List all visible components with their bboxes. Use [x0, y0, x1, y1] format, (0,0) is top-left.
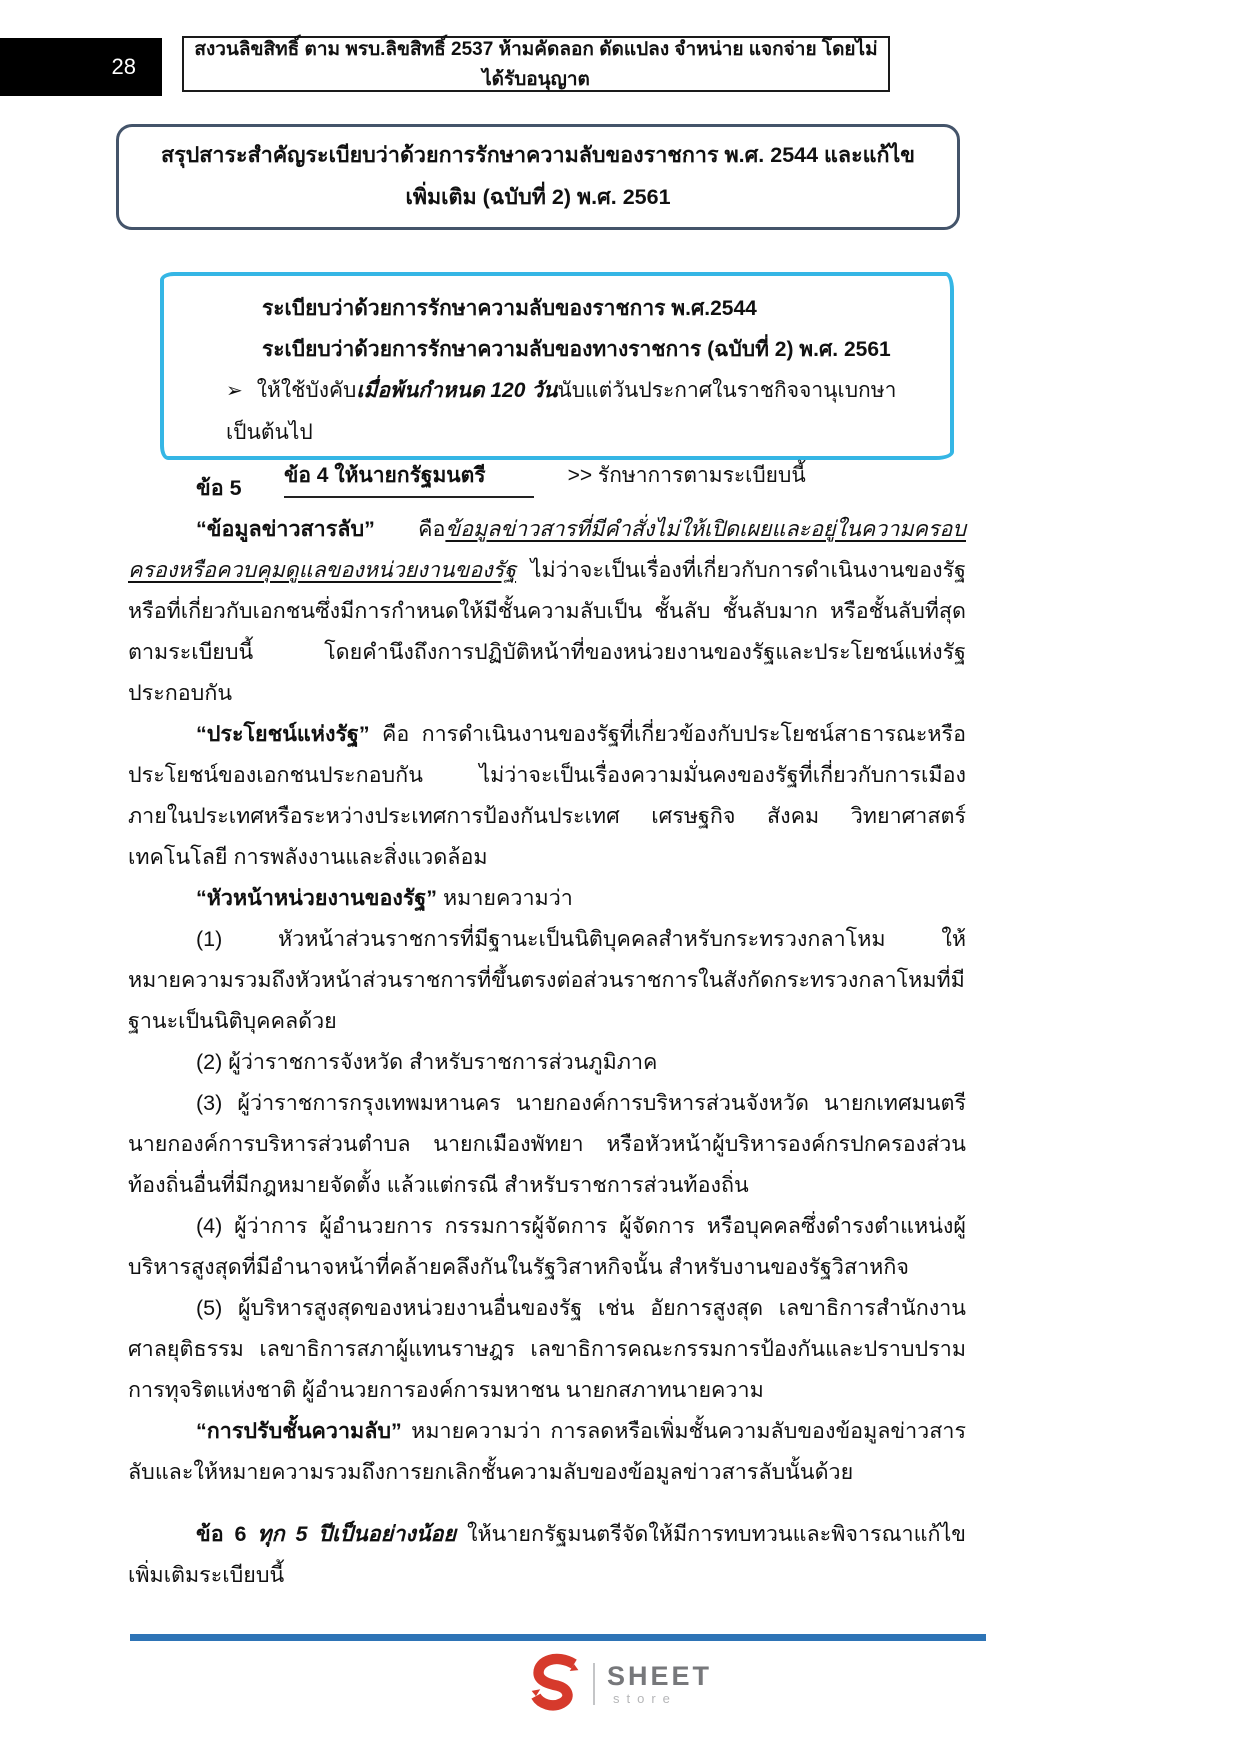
definition-head-of-state-agency — [128, 878, 966, 919]
clause-4-rest: >> รักษาการตามระเบียบนี้ — [567, 464, 806, 487]
p2-rest: คือ การดำเนินงานของรัฐที่เกี่ยวข้องกับประโยชน์สาธารณะหรือประโยชน์ของเอกชนประกอบกัน ไม่ว่าจะเป็นเรื่องความมั่นคงของรัฐที่เกี่ยวกับการเมืองภายในประเทศหรือระหว่างประเทศการป้องกันประเทศ เศรษฐกิจ สังคม วิทยาศาสตร์ เทคโนโลยี การพลังงานและสิ่งแวดล้อม — [128, 722, 966, 869]
p4-rest: หมายความว่า การลดหรือเพิ่มชั้นความลับของข้อมูลข่าวสารลับและให้หมายความรวมถึงการยกเลิกชั้นความลับของข้อมูลข่าวสารลับนั้นด้วย — [128, 1419, 966, 1484]
clause-6-paragraph — [128, 1514, 966, 1596]
logo-brand-text: SHEET — [606, 1661, 713, 1692]
list-item-2: (2) ผู้ว่าราชการจังหวัด สำหรับราชการส่วนภูมิภาค — [196, 1050, 658, 1074]
term-head-of-state-agency: “หัวหน้าหน่วยงานของรัฐ” — [196, 886, 438, 910]
arrowhead-bullet-icon: ➢ — [226, 380, 243, 402]
page-number-box — [0, 38, 162, 96]
copyright-text: สงวนลิขสิทธิ์ ตาม พรบ.ลิขสิทธิ์ 2537 ห้ามคัดลอก ดัดแปลง จำหน่าย แจกจ่าย โดยไม่ได้รับอนุญาต — [194, 39, 878, 90]
page-title: สรุปสาระสำคัญระเบียบว่าด้วยการรักษาความลับของราชการ พ.ศ. 2544 และแก้ไขเพิ่มเติม (ฉบับที่ 2) พ.ศ. 2561 — [160, 143, 916, 209]
list-item-1: (1) หัวหน้าส่วนราชการที่มีฐานะเป็นนิติบุคคลสำหรับกระทรวงกลาโหม ให้หมายความรวมถึงหัวหน้าส่วนราชการที่ขึ้นตรงต่อส่วนราชการในสังกัดกระทรวงกลาโหมที่มีฐานะเป็นนิติบุคคลด้วย — [128, 927, 966, 1033]
page-number: 28 — [111, 54, 136, 79]
bullet-text-emphasis: เมื่อพ้นกำหนด 120 วัน — [356, 379, 558, 402]
list-item-4: (4) ผู้ว่าการ ผู้อำนวยการ กรรมการผู้จัดการ ผู้จัดการ หรือบุคคลซึ่งดำรงตำแหน่งผู้บริหารสูงสุดที่มีอำนาจหน้าที่คล้ายคลึงกันในรัฐวิสาหกิจนั้น สำหรับงานของรัฐวิสาหกิจ — [128, 1214, 966, 1279]
effective-date-bullet — [226, 370, 932, 453]
logo-text — [607, 1662, 712, 1705]
clause-6-label: ข้อ 6 — [196, 1522, 247, 1546]
p1-underlined-definition: ข้อมูลข่าวสารที่มีคำสั่งไม่ให้เปิดเผยและอยู่ในความครอบครองหรือควบคุมดูแลของหน่วยงานของรัฐ — [128, 517, 966, 582]
highlight-callout-box — [160, 272, 954, 487]
clause-6-emphasis: ทุก 5 ปีเป็นอย่างน้อย — [246, 1522, 457, 1546]
title-box — [116, 124, 960, 230]
definition-classification-adjustment — [128, 1411, 966, 1493]
regulation-title-2561: ระเบียบว่าด้วยการรักษาความลับของทางราชการ (ฉบับที่ 2) พ.ศ. 2561 — [262, 338, 891, 361]
clause-5-heading: ข้อ 5 — [196, 476, 242, 500]
footer-logo — [0, 1652, 1241, 1716]
bullet-text-post: นับแต่วันประกาศในราชกิจจานุเบกษาเป็นต้นไป — [226, 379, 897, 444]
term-state-interest: “ประโยชน์แห่งรัฐ” — [196, 722, 370, 746]
clause-4-underlined: ข้อ 4 ให้นายกรัฐมนตรี — [284, 455, 534, 498]
logo-divider — [593, 1663, 595, 1705]
term-secret-information: “ข้อมูลข่าวสารลับ” — [196, 517, 375, 541]
p1-rest: ไม่ว่าจะเป็นเรื่องที่เกี่ยวกับการดำเนินงานของรัฐหรือที่เกี่ยวกับเอกชนซึ่งมีการกำหนดให้มีชั้นความลับเป็น ชั้นลับ ชั้นลับมาก หรือชั้นลับที่สุด ตามระเบียบนี้ โดยคำนึงถึงการปฏิบัติหน้าที่ของหน่วยงานของรัฐและประโยชน์แห่งรัฐประกอบกัน — [128, 558, 966, 705]
regulation-title-2544: ระเบียบว่าด้วยการรักษาความลับของราชการ พ.ศ.2544 — [262, 297, 757, 320]
logo-sub-text: store — [612, 1690, 677, 1706]
copyright-notice-box — [182, 36, 890, 92]
document-body — [128, 468, 966, 1596]
term-classification-adjustment: “การปรับชั้นความลับ” — [196, 1419, 402, 1443]
list-item-5: (5) ผู้บริหารสูงสุดของหน่วยงานอื่นของรัฐ เช่น อัยการสูงสุด เลขาธิการสำนักงานศาลยุติธรรม เลขาธิการสภาผู้แทนราษฎร เลขาธิการคณะกรรมการป้องกันและปราบปรามการทุจริตแห่งชาติ ผู้อำนวยการองค์การมหาชน นายกสภาทนายความ — [128, 1296, 966, 1402]
definition-secret-information — [128, 509, 966, 714]
bullet-text-pre: ให้ใช้บังคับ — [256, 379, 357, 402]
footer-divider-bar — [130, 1634, 986, 1641]
sheet-store-logo-icon — [529, 1652, 581, 1716]
p1-mid: คือ — [374, 517, 446, 541]
p3-rest: หมายความว่า — [437, 886, 573, 910]
list-item-3: (3) ผู้ว่าราชการกรุงเทพมหานคร นายกองค์การบริหารส่วนจังหวัด นายกเทศมนตรี นายกองค์การบริหารส่วนตำบล นายกเมืองพัทยา หรือหัวหน้าผู้บริหารองค์กรปกครองส่วนท้องถิ่นอื่นที่มีกฎหมายจัดตั้ง แล้วแต่กรณี สำหรับราชการส่วนท้องถิ่น — [128, 1091, 966, 1197]
clause-6-rest: ให้นายกรัฐมนตรีจัดให้มีการทบทวนและพิจารณาแก้ไขเพิ่มเติมระเบียบนี้ — [128, 1522, 966, 1587]
definition-state-interest — [128, 714, 966, 878]
